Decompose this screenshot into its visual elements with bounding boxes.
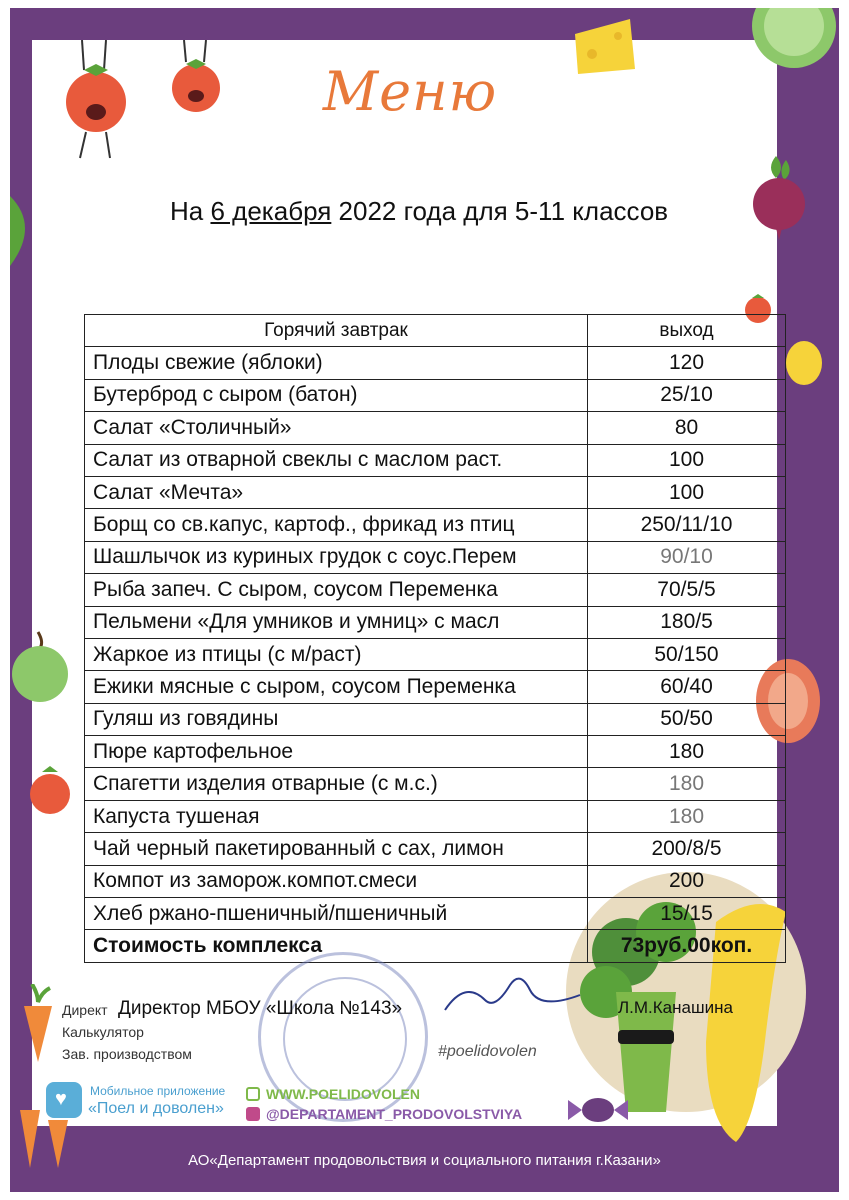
lemon-character-icon	[784, 338, 824, 388]
dish-portion: 50/150	[588, 638, 786, 670]
dish-name: Чай черный пакетированный с сах, лимон	[85, 833, 588, 865]
dish-name: Салат «Столичный»	[85, 412, 588, 444]
dish-name: Шашлычок из куриных грудок с соус.Перем	[85, 541, 588, 573]
dish-name: Компот из заморож.компот.смеси	[85, 865, 588, 897]
table-row	[85, 509, 786, 541]
page-title: Меню	[322, 60, 498, 123]
table-row	[85, 703, 786, 735]
dish-portion: 50/50	[588, 703, 786, 735]
dish-portion: 200/8/5	[588, 833, 786, 865]
tomato-small-icon	[28, 764, 72, 816]
date-prefix: На	[170, 196, 211, 226]
apple-character-icon	[10, 630, 70, 706]
dish-name: Ежики мясные с сыром, соусом Переменка	[85, 671, 588, 703]
calculator-label: Калькулятор	[62, 1024, 144, 1040]
dish-name: Плоды свежие (яблоки)	[85, 347, 588, 379]
dish-portion: 100	[588, 444, 786, 476]
dish-name: Салат из отварной свеклы с маслом раст.	[85, 444, 588, 476]
dish-portion: 180/5	[588, 606, 786, 638]
beet-character-icon	[746, 156, 812, 240]
dish-portion: 60/40	[588, 671, 786, 703]
web-icon	[246, 1087, 260, 1101]
dish-portion: 100	[588, 476, 786, 508]
table-row	[85, 476, 786, 508]
dish-portion: 25/10	[588, 379, 786, 411]
date-suffix: 2022 года для 5-11 классов	[331, 196, 669, 226]
dish-name: Капуста тушеная	[85, 800, 588, 832]
table-row	[85, 574, 786, 606]
total-price: 73руб.00коп.	[588, 930, 786, 962]
menu-date-line	[170, 196, 750, 227]
total-label: Стоимость комплекса	[85, 930, 588, 962]
header-name-cell: Горячий завтрак	[85, 315, 588, 347]
table-row	[85, 736, 786, 768]
dish-portion: 180	[588, 736, 786, 768]
cheese-character-icon	[570, 14, 640, 84]
menu-table	[84, 314, 786, 963]
dish-portion: 120	[588, 347, 786, 379]
table-row	[85, 800, 786, 832]
table-header-row	[85, 315, 786, 347]
dish-portion: 200	[588, 865, 786, 897]
director-small-label: Директ	[62, 1002, 108, 1018]
app-like-icon	[46, 1082, 82, 1118]
hashtag: #poelidovolen	[438, 1043, 537, 1060]
dish-name: Спагетти изделия отварные (с м.с.)	[85, 768, 588, 800]
website-link	[246, 1086, 420, 1102]
table-row	[85, 865, 786, 897]
total-row	[85, 930, 786, 962]
director-name: Л.М.Канашина	[618, 998, 733, 1017]
dish-name: Жаркое из птицы (с м/раст)	[85, 638, 588, 670]
header-value-cell: выход	[588, 315, 786, 347]
dish-name: Бутерброд с сыром (батон)	[85, 379, 588, 411]
table-row	[85, 638, 786, 670]
table-row	[85, 412, 786, 444]
table-row	[85, 379, 786, 411]
leaf-icon	[8, 196, 38, 266]
table-row	[85, 541, 786, 573]
dish-name: Салат «Мечта»	[85, 476, 588, 508]
app-name: «Поел и доволен»	[88, 1100, 224, 1117]
instagram-icon	[246, 1107, 260, 1121]
dish-name: Гуляш из говядины	[85, 703, 588, 735]
dish-name: Борщ со св.капус, картоф., фрикад из птиц	[85, 509, 588, 541]
dish-portion: 80	[588, 412, 786, 444]
dish-portion: 70/5/5	[588, 574, 786, 606]
candy-icon	[568, 1090, 628, 1130]
table-row	[85, 768, 786, 800]
dish-portion: 180	[588, 768, 786, 800]
table-row	[85, 347, 786, 379]
dish-name: Пельмени «Для умников и умниц» с масл	[85, 606, 588, 638]
dish-portion: 90/10	[588, 541, 786, 573]
handwritten-signature	[440, 975, 590, 1025]
instagram-link	[246, 1106, 522, 1122]
dish-name: Пюре картофельное	[85, 736, 588, 768]
carrot-character-icon	[18, 984, 58, 1064]
table-row	[85, 898, 786, 930]
dish-name: Рыба запеч. С сыром, соусом Переменка	[85, 574, 588, 606]
director-title: Директор МБОУ «Школа №143»	[118, 998, 403, 1019]
footer-organization: АО«Департамент продовольствия и социального питания г.Казани»	[188, 1152, 661, 1169]
tomato-character-icon	[62, 40, 132, 160]
table-row	[85, 833, 786, 865]
dish-portion: 180	[588, 800, 786, 832]
instagram-text: @DEPARTAMENT_PRODOVOLSTVIYA	[266, 1106, 523, 1122]
table-row	[85, 444, 786, 476]
menu-date: 6 декабря	[210, 196, 332, 226]
dish-portion: 15/15	[588, 898, 786, 930]
cucumber-slice-icon	[744, 8, 839, 68]
dish-portion: 250/11/10	[588, 509, 786, 541]
production-head-label: Зав. производством	[62, 1046, 192, 1062]
tomato-character-icon	[168, 40, 224, 120]
dish-name: Хлеб ржано-пшеничный/пшеничный	[85, 898, 588, 930]
app-caption: Мобильное приложение	[90, 1084, 226, 1098]
table-row	[85, 671, 786, 703]
table-row	[85, 606, 786, 638]
website-text: WWW.POELIDOVOLEN	[266, 1086, 420, 1102]
